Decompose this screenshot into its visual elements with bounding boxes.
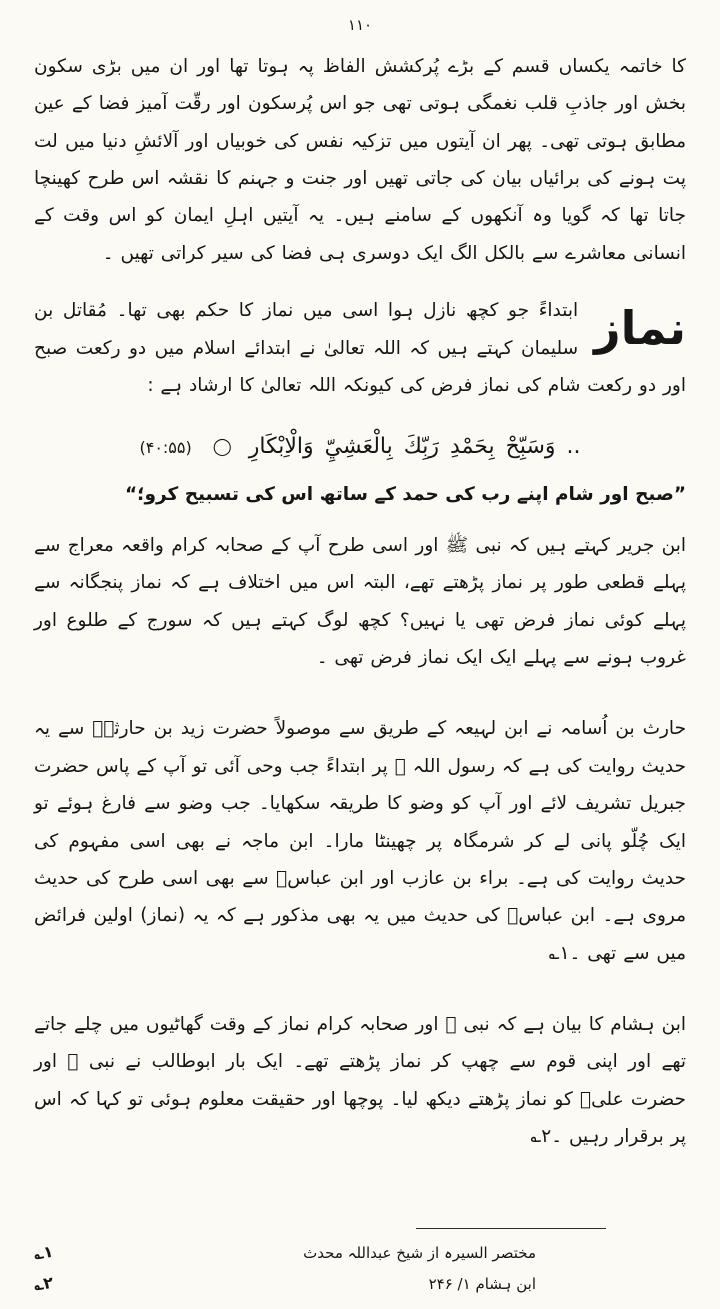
paragraph-harith-hadith: حارث بن اُسامہ نے ابن لہیعہ کے طریق سے موصولاً حضرت زید بن حارثہؓ سے یہ حدیث روایت کی ہے کہ رسول اللہ ﷺ پر ابتداءً جب وحی آئی تو آپ کے پاس حضرت جبریل تشریف لائے اور آپ کو وضو کا طریقہ سکھایا۔ جب وضو سے فارغ ہوئے تو ایک چُلّو پانی لے کر شرمگاہ پر چھینٹا مارا۔ ابن ماجہ نے بھی اسی مفہوم کی حدیث روایت کی ہے۔ براء بن عازب اور ابن عباسؓ سے بھی اسی طرح کی حدیث مروی ہے۔ ابن عباسؓ کی حدیث میں یہ بھی مذکور ہے کہ یہ (نماز) اولین فرائض میں سے تھی ۔۱؎ [34,718,686,964]
verse-arabic-text: وَسَبِّحْ بِحَمْدِ رَبِّكَ بِالْعَشِيِّ وَالْاِبْكَارِ [248,434,556,460]
verse-translation: ”صبح اور شام اپنے رب کی حمد کے ساتھ اس کی تسبیح کرو؛“ [124,484,686,506]
section-heading-namaz: نماز [594,301,686,356]
footnote-1-marker: ۱؎ [32,1241,55,1263]
ayah-end-circle-icon: ◯ [212,437,232,458]
footnote-2-text: ابن ہشام ۱/ ۲۴۶ [428,1274,536,1293]
verse-reference: (۴۰:۵۵) [139,438,192,458]
footnote-1-text: مختصر السیرہ از شیخ عبداللہ محدث [303,1243,536,1262]
paragraph-ibn-jarir: ابن جریر کہتے ہیں کہ نبی ﷺ اور اسی طرح آپ کے صحابہ کرام واقعہ معراج سے پہلے قطعی طور پر نماز پڑھتے تھے، البتہ اس میں اختلاف ہے کہ نماز پنجگانہ سے پہلے کوئی نماز فرض تھی یا نہیں؟ کچھ لوگ کہتے ہیں کہ سورج کے طلوع اور غروب ہونے سے پہلے ایک ایک نماز فرض تھی ۔ [34,535,686,669]
paragraph-ibn-hisham: ابن ہشام کا بیان ہے کہ نبی ﷺ اور صحابہ کرام نماز کے وقت گھاٹیوں میں چلے جاتے تھے اور اپنی قوم سے چھپ کر نماز پڑھتے تھے۔ ایک بار ابوطالب نے نبی ﷺ اور حضرت علیؓ کو نماز پڑھتے دیکھ لیا۔ پوچھا اور حقیقت معلوم ہوئی تو کہا کہ اس پر برقرار رہیں ۔۲؎ [34,1013,686,1148]
footnote-separator [416,1228,606,1229]
page-number: ۱۱۰ [347,16,373,34]
footnote-1 [34,1237,686,1268]
quran-verse [34,426,686,468]
footnote-2 [34,1268,686,1299]
paragraph-namaz-intro: ابتداءً جو کچھ نازل ہوا اسی میں نماز کا حکم بھی تھا۔ مُقاتل بن سلیمان کہتے ہیں کہ اللہ تعالیٰ نے ابتدائے اسلام میں دو رکعت صبح اور دو رکعت شام کی نماز فرض کی کیونکہ اللہ تعالیٰ کا ارشاد ہے : [34,300,686,396]
verse-lead-dots: .. [566,434,581,460]
footnote-2-marker: ۲؎ [32,1272,55,1294]
paragraph-continuation: کا خاتمہ یکساں قسم کے بڑے پُرکشش الفاظ پہ ہوتا تھا اور ان میں بڑی سکون بخش اور جاذبِ قلب نغمگی ہوتی تھی جو اس پُرسکون اور رقّت آمیز فضا کے عین مطابق ہوتی تھی۔ پھر ان آیتوں میں تزکیہ نفس کی خوبیاں اور آلائشِ دنیا میں لت پت ہونے کی برائیاں بیان کی جاتی تھیں اور جنت و جہنم کا نقشہ اس طرح کھینچا جاتا تھا کہ گویا وہ آنکھوں کے سامنے ہیں۔ یہ آیتیں اہلِ ایمان کو اس وقت کے انسانی معاشرے سے بالکل الگ ایک دوسری ہی فضا کی سیر کراتی تھیں ۔ [34,56,686,264]
section-namaz [34,292,686,412]
footnotes-section [34,1224,686,1300]
